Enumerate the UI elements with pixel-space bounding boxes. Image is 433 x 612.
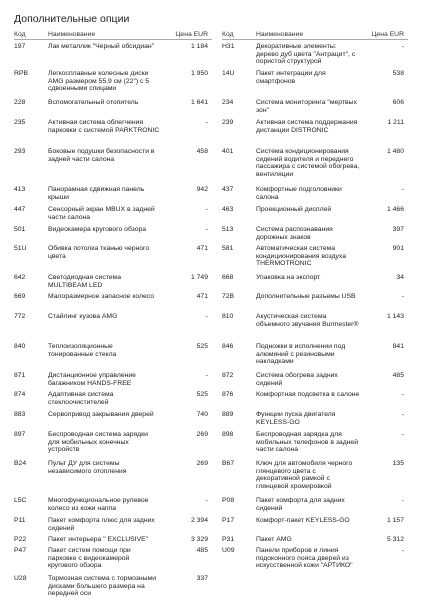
right-option-price: - [401,186,404,193]
right-option-price: 485 [392,372,404,379]
left-option-price: 525 [196,343,208,350]
left-option-name: Сервопривод закрывания дверей [48,411,154,418]
right-option-price: 1 157 [386,517,404,524]
right-option-name: Система обогрева задних сидений [256,372,338,387]
left-option-name: Боковые подушки безопасности в задней части салона [48,148,155,163]
right-option-price: 34 [396,274,404,281]
left-header-price: Цена EUR [175,31,208,38]
left-option-price: 485 [196,547,208,554]
right-option-name: Подножки в исполнении под алюминий с резиновыми накладками [256,343,346,366]
right-header-rule [222,39,408,40]
left-option-price: - [205,497,208,504]
right-option-code: P08 [222,497,235,504]
left-option-price: 471 [196,293,208,300]
left-option-name: Активная система облегчения парковки с системой PARKTRONIC [48,119,160,134]
left-option-name: Пакет систем помощи при парковке с видеокамерой кругового обзора [48,547,131,570]
left-option-name: Адаптивная система стеклоочистителей [48,391,114,406]
left-option-code: 883 [14,411,26,418]
left-option-price: 3 329 [190,536,208,543]
right-option-code: 14U [222,70,235,77]
right-option-name: Беспроводная зарядка для мобильных телефонов в задней части салона [256,431,359,454]
left-option-price: 942 [196,186,208,193]
right-option-price: 1 211 [387,119,404,126]
right-header-price: Цена EUR [371,31,404,38]
left-option-code: 669 [14,293,26,300]
right-option-name: Пакет интеграции для смартфонов [256,70,326,85]
right-option-code: P17 [222,517,235,524]
left-option-price: - [205,226,208,233]
right-option-price: 1 466 [386,206,404,213]
left-option-name: Малоразмерное запасное колесо [48,293,155,300]
left-header-rule [14,39,212,40]
right-option-name: Активная система поддержания дистанции DISTRONIC [256,119,358,134]
left-option-price: 525 [196,391,208,398]
left-option-code: 772 [14,313,26,320]
right-option-code: H31 [222,43,235,50]
right-option-price: 1 143 [386,313,404,320]
left-option-name: Легкосплавные колесные диски AMG размером 55,9 см (22") с 5 сдвоенными спицами [48,70,150,93]
right-option-price: - [401,411,404,418]
left-option-code: P11 [14,517,26,524]
left-option-name: Пакет интерьера " EXCLUSIVE" [48,536,149,543]
left-option-name: Пакет комфорта плюс для задних сидений [48,517,155,532]
right-option-name: Упаковка на экспорт [256,274,321,281]
left-option-price: 1 749 [190,274,208,281]
right-option-price: 841 [392,343,404,350]
right-option-name: Функции пуска двигателя KEYLESS-GO [256,411,336,426]
left-option-name: Стайлинг кузова AMG [48,313,118,320]
right-option-price: 606 [392,99,404,106]
right-option-price: - [401,43,404,50]
right-option-price: 5 312 [386,536,404,543]
left-option-code: 501 [14,226,26,233]
right-option-name: Проекционный дисплей [256,206,332,213]
left-option-price: 740 [196,411,208,418]
right-option-code: 72B [222,293,235,300]
left-option-name: Беспроводная система зарядки для мобильных конечных устройств [48,431,148,454]
right-option-name: Комфорт-пакет KEYLESS-GO [256,517,350,524]
left-option-price: 1 184 [190,43,208,50]
left-option-name: Панорамная сдвижная панель крыши [48,186,145,201]
left-option-code: U28 [14,575,27,582]
right-option-code: 234 [222,99,234,106]
right-option-code: U09 [222,547,235,554]
right-option-code: 463 [222,206,234,213]
right-option-price: - [401,391,404,398]
left-option-code: 413 [14,186,26,193]
left-option-code: B24 [14,460,27,467]
right-option-price: 901 [392,245,404,252]
left-option-code: 293 [14,148,26,155]
left-option-code: L5C [14,497,27,504]
left-option-name: Теплоизоляционные тонированные стекла [48,343,117,358]
left-option-price: - [205,313,208,320]
left-header-code: Код [14,31,26,38]
left-option-code: 197 [14,43,26,50]
right-option-name: Комфортные подголовники салона [256,186,342,201]
right-option-name: Пакет комфорта для задних сидений [256,497,345,512]
left-option-code: 235 [14,119,26,126]
left-header-name: Наименование [48,31,96,38]
right-option-price: 397 [392,226,404,233]
right-option-code: 437 [222,186,234,193]
right-option-code: 581 [222,245,234,252]
right-option-code: 239 [222,119,234,126]
right-option-name: Дополнительные разъемы USB [256,293,356,300]
left-option-code: P22 [14,536,27,543]
right-option-code: 401 [222,148,234,155]
right-option-price: - [401,497,404,504]
right-option-code: 898 [222,431,234,438]
right-option-price: - [401,431,404,438]
left-option-name: Вспомогательный отопитель [48,99,139,106]
left-option-code: 897 [14,431,26,438]
left-option-code: 228 [14,99,26,106]
right-option-code: 810 [222,313,234,320]
right-option-name: Система распознавания дорожных знаков [256,226,333,241]
left-option-code: 871 [14,372,26,379]
left-option-name: Лак металлик "Черный обсидиан" [48,43,155,50]
right-option-name: Система кондиционирования сидений водителя и переднего пассажира с системой обогрева, вентиляции [256,148,360,178]
left-option-price: 337 [196,575,208,582]
left-option-name: Многофункциональное рулевое колесо из кожи наппа [48,497,149,512]
right-option-name: Акустическая система объемного звучания Burmester® [256,313,359,328]
right-option-name: Автоматическая система кондиционирования воздуха THERMOTRONIC [256,245,347,268]
right-header-name: Наименование [256,31,304,38]
right-option-name: Декоративные элементы: дерево дуб цвета "Антрацит", с пористой структурой [256,43,356,66]
left-option-price: 269 [196,431,208,438]
left-option-name: Пульт ДУ для системы независимого отопления [48,460,127,475]
left-option-name: Тормозная система с тормозными дисками большего размера на передней оси [48,575,157,598]
left-option-code: 642 [14,274,26,281]
right-option-code: B67 [222,460,235,467]
left-option-price: 2 394 [190,517,208,524]
left-option-name: Светодиодная система MULTIBEAM LED [48,274,121,289]
left-option-code: 874 [14,391,26,398]
right-option-code: 872 [222,372,234,379]
page-title: Дополнительные опции [14,13,130,25]
right-option-code: 846 [222,343,234,350]
left-option-price: - [205,206,208,213]
right-header-code: Код [222,31,234,38]
left-option-price: 269 [196,460,208,467]
left-option-price: 1 641 [190,99,208,106]
right-option-code: P31 [222,536,235,543]
left-option-price: 458 [196,148,208,155]
right-option-code: 876 [222,391,234,398]
right-option-code: 889 [222,411,234,418]
right-option-name: Ключ для автомобиля черного глянцевого цвета с декоративной рамкой с глянцевой хромировкой [256,460,353,490]
right-option-code: 513 [222,226,234,233]
left-option-price: 471 [196,245,208,252]
left-option-name: Сенсорный экран MBUX в задней части салона [48,206,155,221]
left-option-code: 840 [14,343,26,350]
right-option-name: Комфортная подсветка в салоне [256,391,360,398]
right-option-name: Панели приборов и линия подоконного пояса дверей из искусственной кожи "АРТИКО" [256,547,353,570]
right-option-price: 1 480 [386,148,404,155]
left-option-price: 1 950 [190,70,208,77]
right-option-name: Пакет AMG [256,536,292,543]
right-option-price: - [401,547,404,554]
right-option-code: 668 [222,274,234,281]
left-option-name: Дистанционное управление багажником HANDS-FREE [48,372,136,387]
left-option-price: - [205,372,208,379]
right-option-name: Система мониторинга "мертвых зон" [256,99,357,114]
right-option-price: 135 [392,460,404,467]
left-option-code: 447 [14,206,26,213]
left-option-code: 51U [14,245,27,252]
left-option-code: P47 [14,547,27,554]
right-option-price: - [401,293,404,300]
left-option-code: RPB [14,70,28,77]
left-option-name: Видеокамера кругового обзора [48,226,147,233]
right-option-price: 538 [392,70,404,77]
left-option-name: Обивка потолка тканью черного цвета [48,245,150,260]
left-option-price: - [205,119,208,126]
